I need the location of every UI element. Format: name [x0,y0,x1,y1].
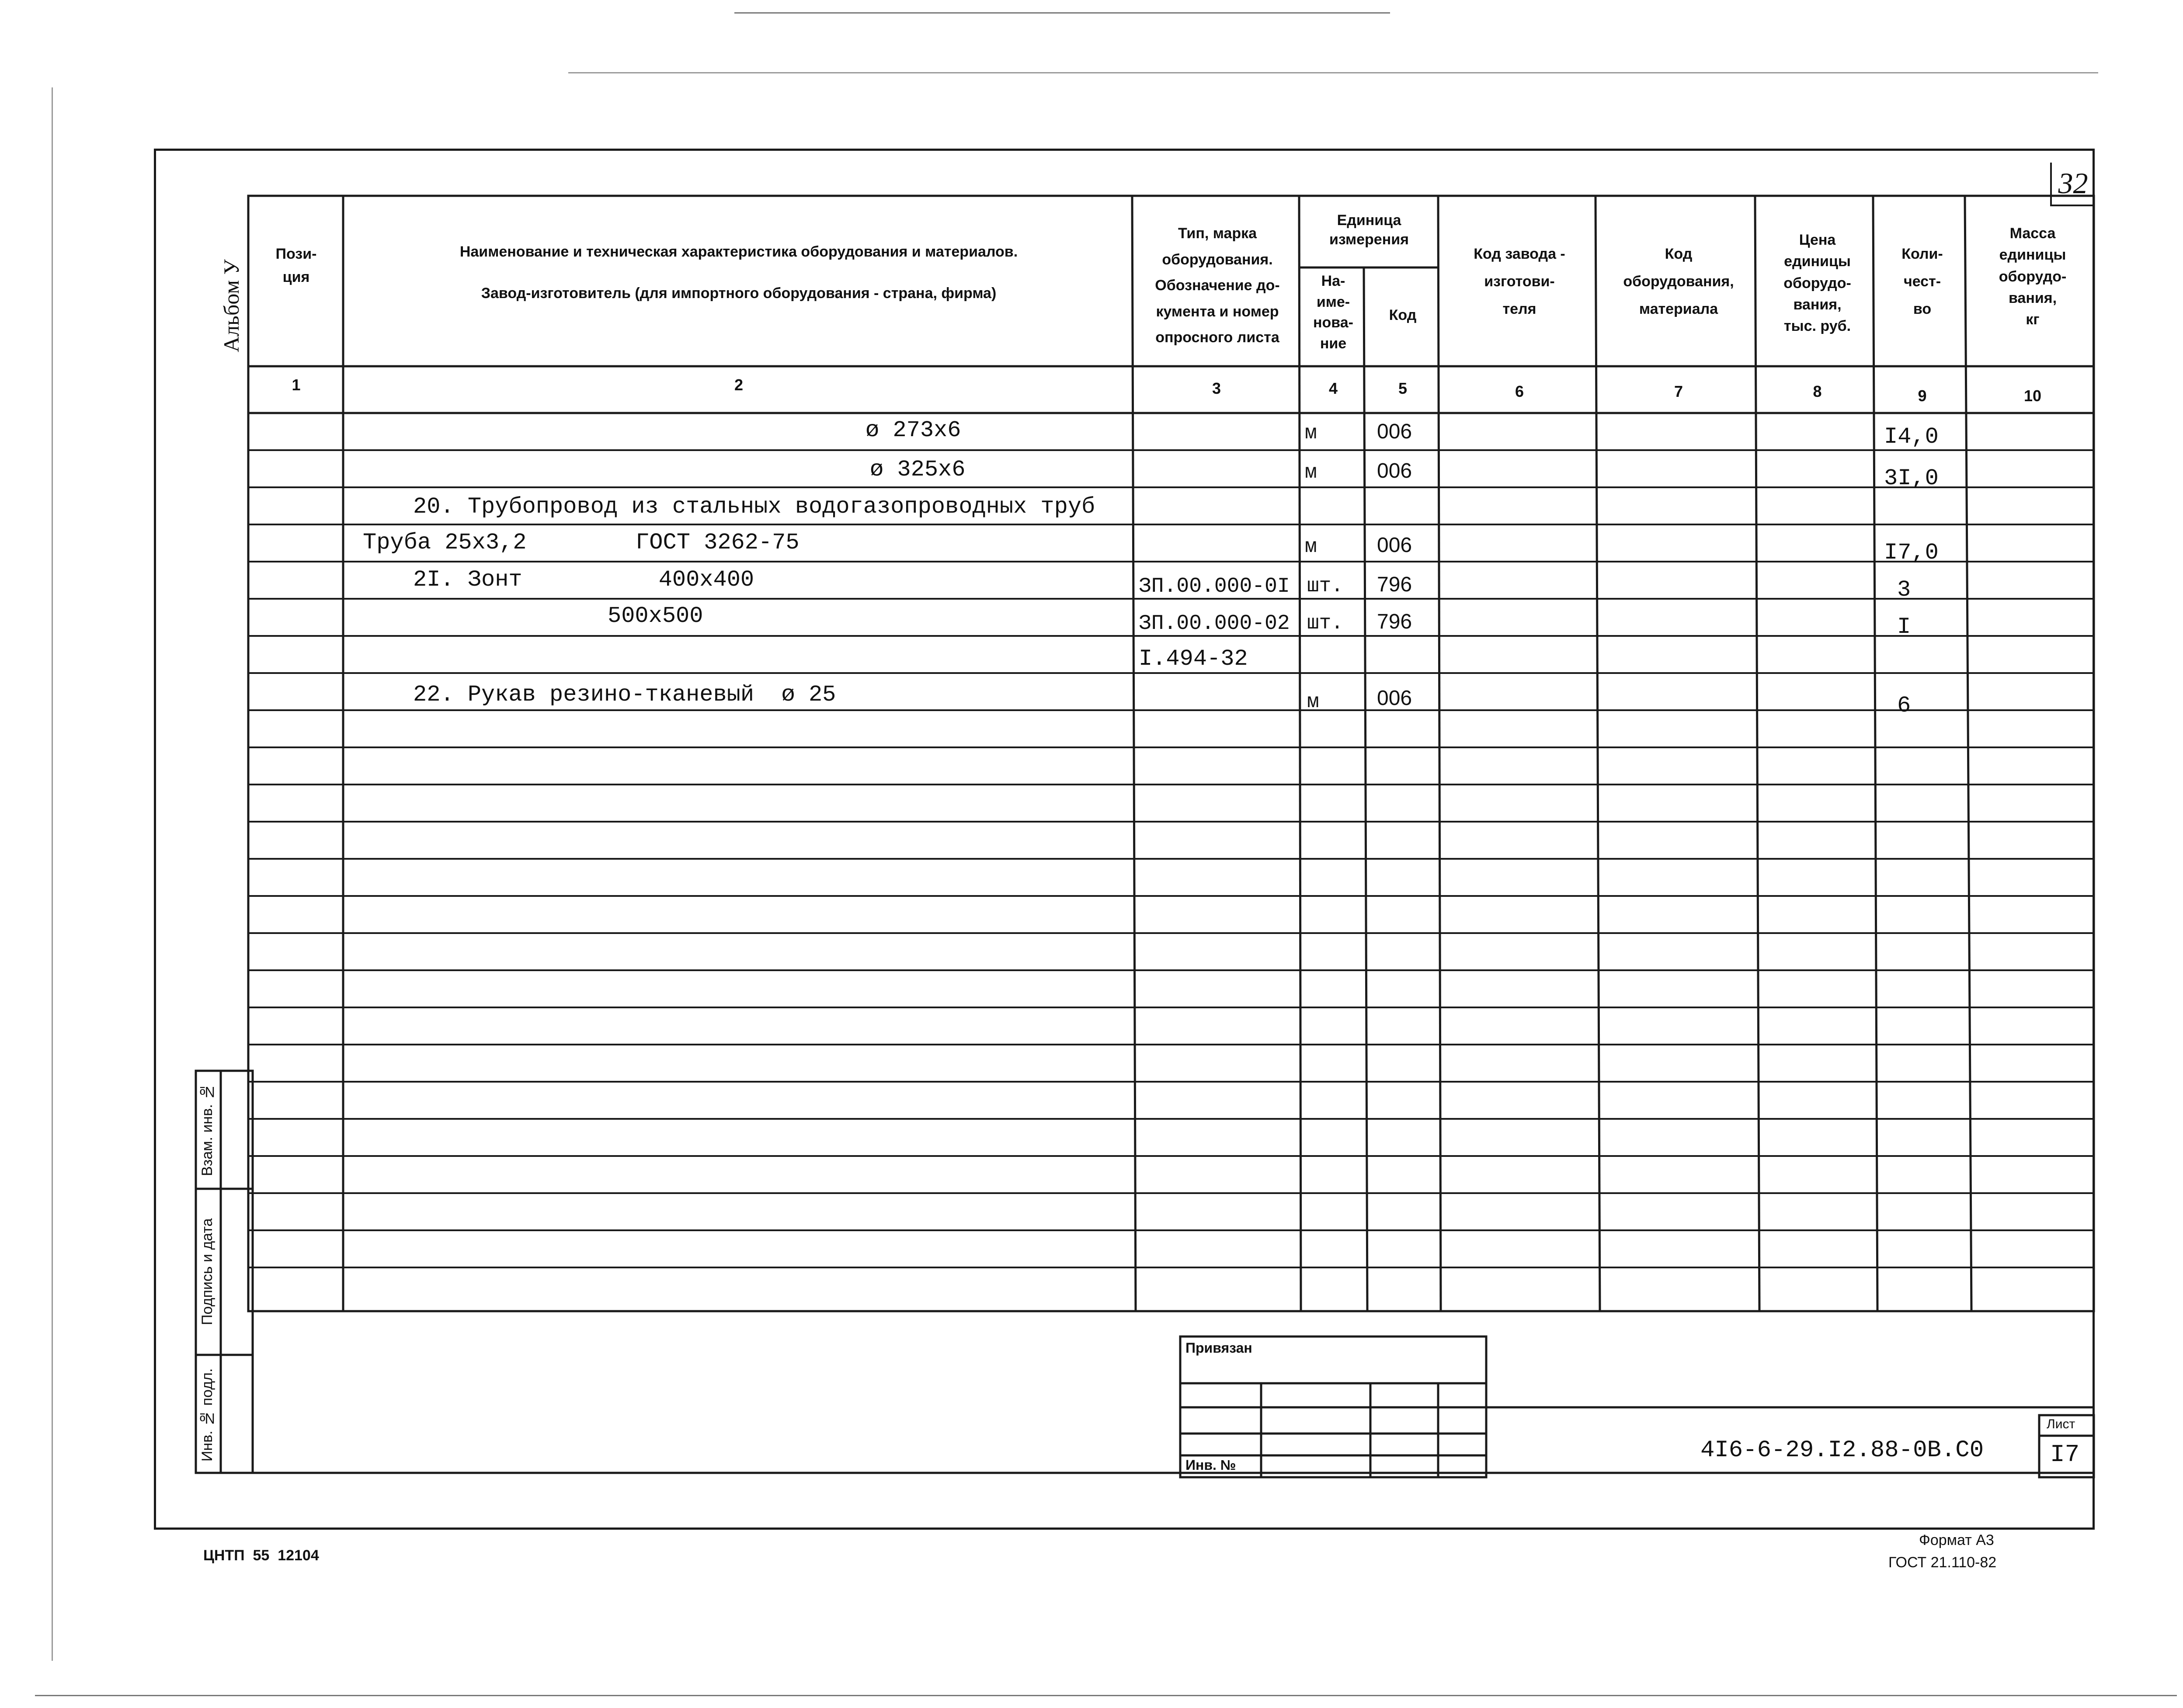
table-row-code: 006 [1377,687,1412,710]
table-row-code: 006 [1377,534,1412,557]
page-number: 32 [2058,167,2088,200]
col-number-8: 8 [1813,382,1822,400]
table-row-unit: шт. [1307,612,1343,635]
table-row-unit: шт. [1307,575,1343,597]
header-unit-name: На- име- нова- ние [1313,273,1353,352]
header-unit-code: Код [1389,307,1417,323]
table-row-name: 20. Трубопровод из стальных водогазопроводных труб [413,494,1095,520]
side-stamp-podpis: Подпись и дата [199,1218,216,1326]
header-equipment-code: Код оборудования, материала [1623,246,1734,317]
stamp-privyazan: Привязан [1185,1340,1252,1356]
table-row-qty: I7,0 [1884,540,1939,566]
table-row-name: 22. Рукав резино-тканевый ø 25 [413,682,836,708]
col-number-3: 3 [1212,379,1221,397]
list-number: I7 [2050,1441,2080,1468]
table-row-code: 006 [1377,459,1412,483]
stamp-inv-no: Инв. № [1185,1457,1236,1473]
footer-left: ЦНТП 55 12104 [203,1547,319,1564]
header-type: Тип, марка оборудования. Обозначение до- кумента и номер опросного листа [1155,225,1280,346]
col-number-9: 9 [1918,387,1927,405]
col-number-10: 10 [2023,387,2042,405]
table-row-name: 500x500 [608,603,703,629]
footer-format: Формат А3 [1919,1532,1994,1548]
table-row-unit: м [1305,422,1317,444]
header-mass: Масса единицы оборудо- вания, кг [1999,225,2067,328]
table-row-unit: м [1307,691,1319,713]
table-row-unit: м [1305,535,1317,558]
table-row-qty: 6 [1897,693,1911,719]
col-number-2: 2 [734,376,744,394]
col-number-7: 7 [1674,382,1683,400]
col-number-1: 1 [292,376,301,394]
table-row-qty: 3 [1897,577,1911,603]
table-row-qty: I4,0 [1884,424,1939,450]
table-row-type: ЗП.00.000-02 [1139,612,1290,635]
footer-gost: ГОСТ 21.110-82 [1888,1554,1997,1571]
table-row-code: 796 [1377,573,1412,596]
header-name-line1: Наименование и техническая характеристика оборудования и материалов. [459,243,1018,260]
table-row-type: I.494-32 [1139,646,1248,672]
table-row-code: 796 [1377,610,1412,633]
table-row-type: ЗП.00.000-0I [1139,575,1290,598]
table-row-name: ø 273x6 [866,417,961,443]
col-number-4: 4 [1328,379,1338,397]
header-price: Цена единицы оборудо- вания, тыс. руб. [1783,232,1851,335]
header-quantity: Коли- чест- во [1901,246,1943,317]
table-row-qty: 3I,0 [1884,465,1939,491]
table-row-name: ø 325x6 [870,457,966,483]
album-label: Альбом У [219,259,243,353]
table-row-name: 2I. Зонт 400x400 [413,567,754,593]
side-stamp-vzam: Взам. инв. № [199,1083,216,1177]
header-unit-group: Единица измерения [1329,212,1409,248]
header-name-line2: Завод-изготовитель (для импортного оборудования - страна, фирма) [481,285,997,302]
side-stamp-inv-podl: Инв. № подл. [199,1368,216,1462]
table-row-qty: I [1897,614,1911,640]
table-row-unit: м [1305,461,1317,484]
col-number-6: 6 [1515,382,1524,400]
header-position: Пози- ция [275,246,317,285]
col-number-5: 5 [1398,379,1408,397]
list-label: Лист [2047,1417,2075,1431]
header-factory-code: Код завода - изготови- теля [1474,246,1565,317]
document-code: 4I6-6-29.I2.88-0B.C0 [1700,1437,1984,1464]
table-row-name: Труба 25x3,2 ГОСТ 3262-75 [363,530,800,555]
table-row-code: 006 [1377,420,1412,443]
